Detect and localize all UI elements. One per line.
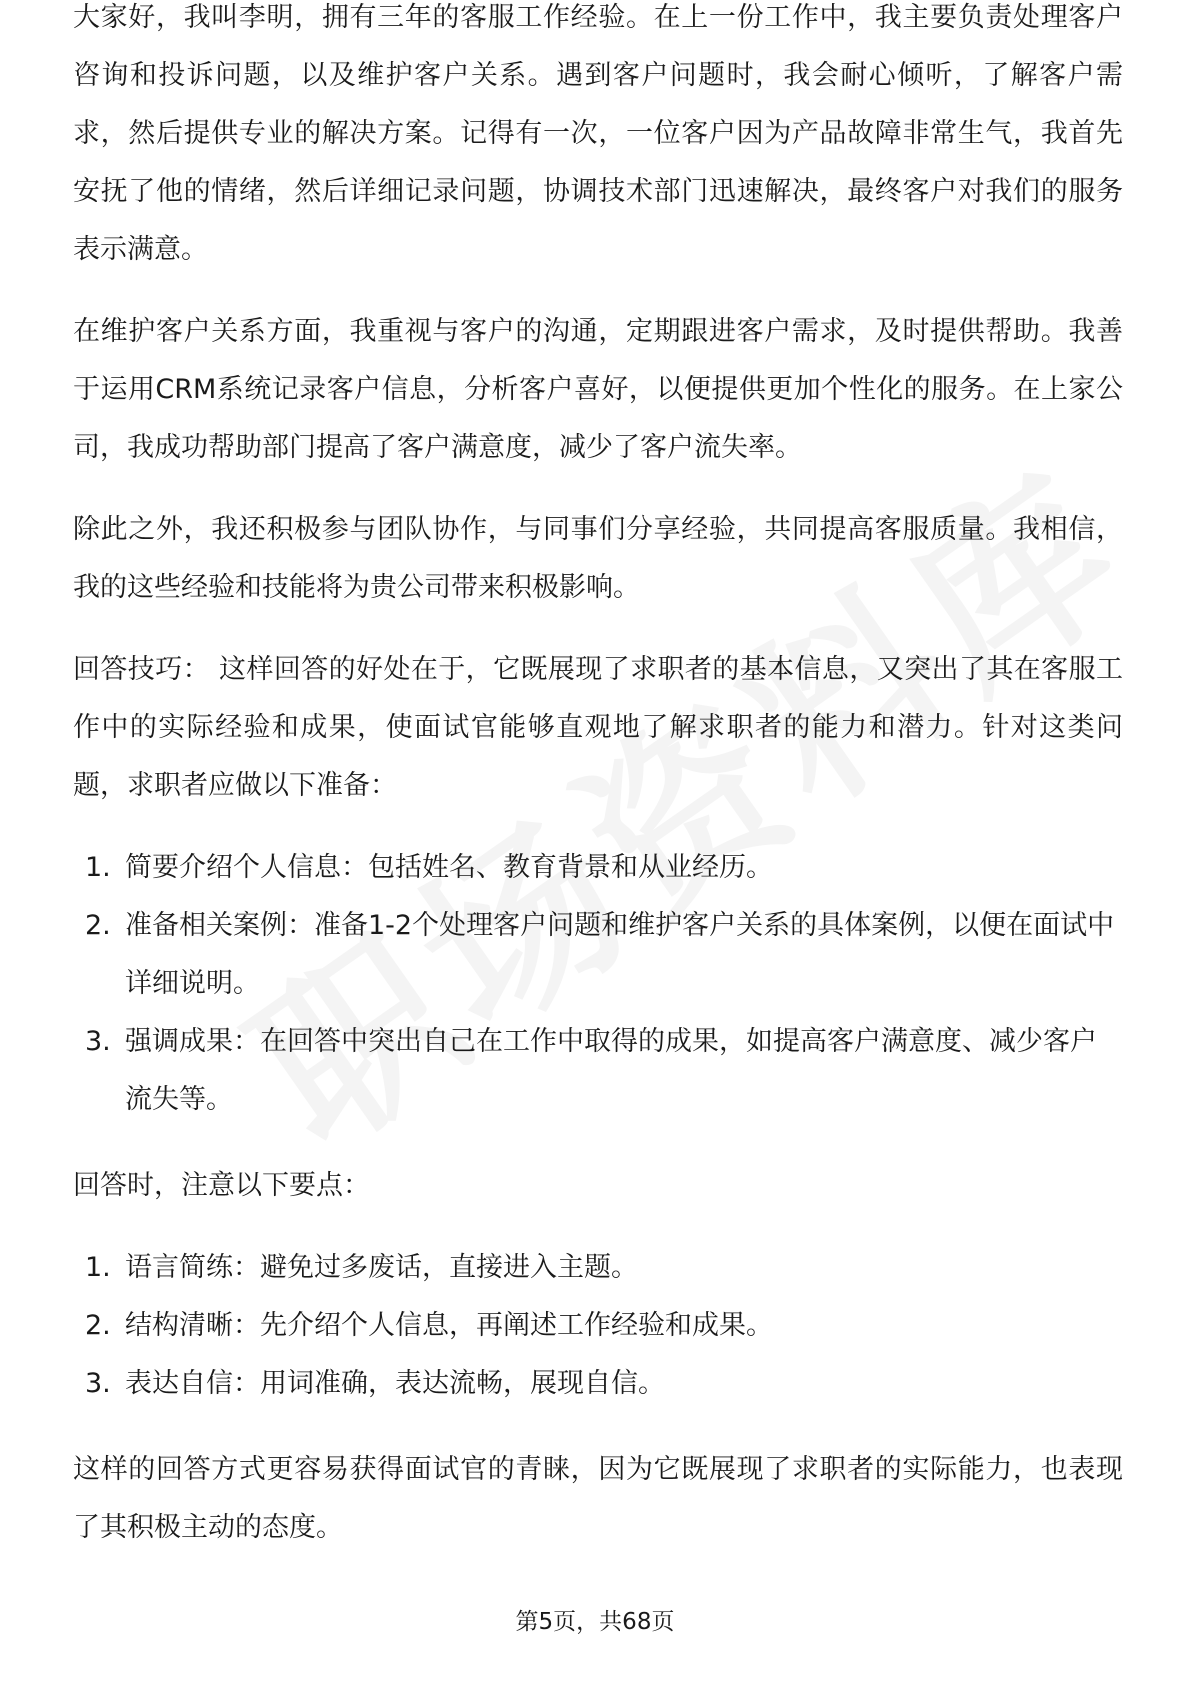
list-item [73, 897, 1123, 1013]
list-text: 表达自信：用词准确，表达流畅，展现自信。 [125, 1368, 665, 1399]
intro-paragraph: 大家好，我叫李明，拥有三年的客服工作经验。在上一份工作中，我主要负责处理客户咨询和投诉问题，以及维护客户关系。遇到客户问题时，我会耐心倾听，了解客户需求，然后提供专业的解决方案。记得有一次，一位客户因为产品故障非常生气，我首先安抚了他的情绪，然后详细记录问题，协调技术部门迅速解决，最终客户对我们的服务表示满意。 [73, 2, 1123, 265]
list-number: 1. [85, 852, 111, 883]
prep-list [73, 839, 1123, 1129]
relationship-paragraph: 在维护客户关系方面，我重视与客户的沟通，定期跟进客户需求，及时提供帮助。我善于运用CRM系统记录客户信息，分析客户喜好，以便提供更加个性化的服务。在上家公司，我成功帮助部门提高了客户满意度，减少了客户流失率。 [73, 316, 1123, 463]
list-text: 强调成果：在回答中突出自己在工作中取得的成果，如提高客户满意度、减少客户流失等。 [125, 1026, 1097, 1115]
list-number: 3. [85, 1368, 111, 1399]
list-item [73, 1013, 1123, 1129]
list-item [73, 839, 1123, 897]
list-item [73, 1297, 1123, 1355]
tips-paragraph: 回答技巧： 这样回答的好处在于，它既展现了求职者的基本信息，又突出了其在客服工作中的实际经验和成果，使面试官能够直观地了解求职者的能力和潜力。针对这类问题，求职者应做以下准备： [73, 654, 1123, 801]
list-number: 2. [85, 910, 111, 941]
notes-list [73, 1239, 1123, 1413]
teamwork-paragraph: 除此之外，我还积极参与团队协作，与同事们分享经验，共同提高客服质量。我相信，我的这些经验和技能将为贵公司带来积极影响。 [73, 514, 1123, 603]
page-number: 第5页，共68页 [515, 1609, 675, 1635]
closing-paragraph: 这样的回答方式更容易获得面试官的青睐，因为它既展现了求职者的实际能力，也表现了其积极主动的态度。 [73, 1454, 1123, 1543]
notes-heading: 回答时，注意以下要点： [73, 1170, 370, 1201]
list-text: 准备相关案例：准备1-2个处理客户问题和维护客户关系的具体案例，以便在面试中详细说明。 [125, 910, 1115, 999]
list-item [73, 1355, 1123, 1413]
list-text: 结构清晰：先介绍个人信息，再阐述工作经验和成果。 [125, 1310, 773, 1341]
list-number: 1. [85, 1252, 111, 1283]
list-text: 简要介绍个人信息：包括姓名、教育背景和从业经历。 [125, 852, 773, 883]
page-content [73, 2, 1123, 1581]
list-text: 语言简练：避免过多废话，直接进入主题。 [125, 1252, 638, 1283]
list-item [73, 1239, 1123, 1297]
list-number: 3. [85, 1026, 111, 1057]
list-number: 2. [85, 1310, 111, 1341]
